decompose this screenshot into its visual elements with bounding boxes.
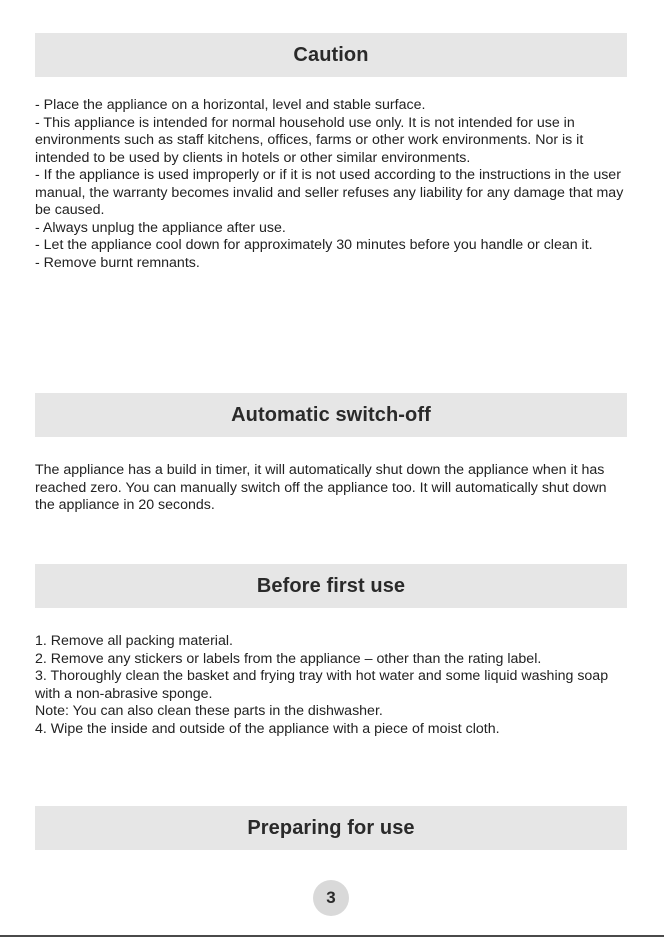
page-number-badge xyxy=(313,880,349,916)
first-use-note: Note: You can also clean these parts in the dishwasher. xyxy=(35,703,383,719)
auto-switch-off-text-block xyxy=(35,462,629,515)
before-first-use-heading: Before first use xyxy=(256,574,406,597)
first-use-step-1: 1. Remove all packing material. xyxy=(35,633,233,649)
caution-line-1: - Place the appliance on a horizontal, level and stable surface. xyxy=(35,97,426,113)
caution-line-3: - If the appliance is used improperly or if it is not used according to the instructions in the user manual, the warranty becomes invalid and seller refuses any liability for any damage that may be caused. xyxy=(35,167,624,218)
auto-switch-off-heading: Automatic switch-off xyxy=(231,403,431,426)
caution-heading: Caution xyxy=(293,43,369,66)
caution-line-6: - Remove burnt remnants. xyxy=(35,254,200,271)
caution-text-block xyxy=(35,97,629,272)
caution-line-4: - Always unplug the appliance after use. xyxy=(35,219,286,236)
preparing-for-use-heading: Preparing for use xyxy=(247,816,415,839)
first-use-step-4: 4. Wipe the inside and outside of the appliance with a piece of moist cloth. xyxy=(35,720,500,737)
caution-heading-band xyxy=(35,33,627,77)
page-number: 3 xyxy=(326,888,336,907)
auto-switch-off-heading-band xyxy=(35,393,627,437)
first-use-step-3: 3. Thoroughly clean the basket and frying tray with hot water and some liquid washing soap with a non-abrasive sponge. xyxy=(35,668,609,702)
first-use-step-2: 2. Remove any stickers or labels from the appliance – other than the rating label. xyxy=(35,650,542,667)
caution-line-5: - Let the appliance cool down for approximately 30 minutes before you handle or clean it. xyxy=(35,237,593,253)
before-first-use-text-block xyxy=(35,633,629,738)
preparing-for-use-heading-band xyxy=(35,806,627,850)
caution-line-2: - This appliance is intended for normal household use only. It is not intended for use in environments such as staff kitchens, offices, farms or other work environments. Nor is it intended to be used by clients in hotels or other similar environments. xyxy=(35,114,584,166)
auto-switch-off-paragraph: The appliance has a build in timer, it will automatically shut down the appliance when it has reached zero. You can manually switch off the appliance too. It will automatically shut down the appliance in 20 seconds. xyxy=(35,462,607,513)
before-first-use-heading-band xyxy=(35,564,627,608)
bottom-divider xyxy=(0,935,664,937)
